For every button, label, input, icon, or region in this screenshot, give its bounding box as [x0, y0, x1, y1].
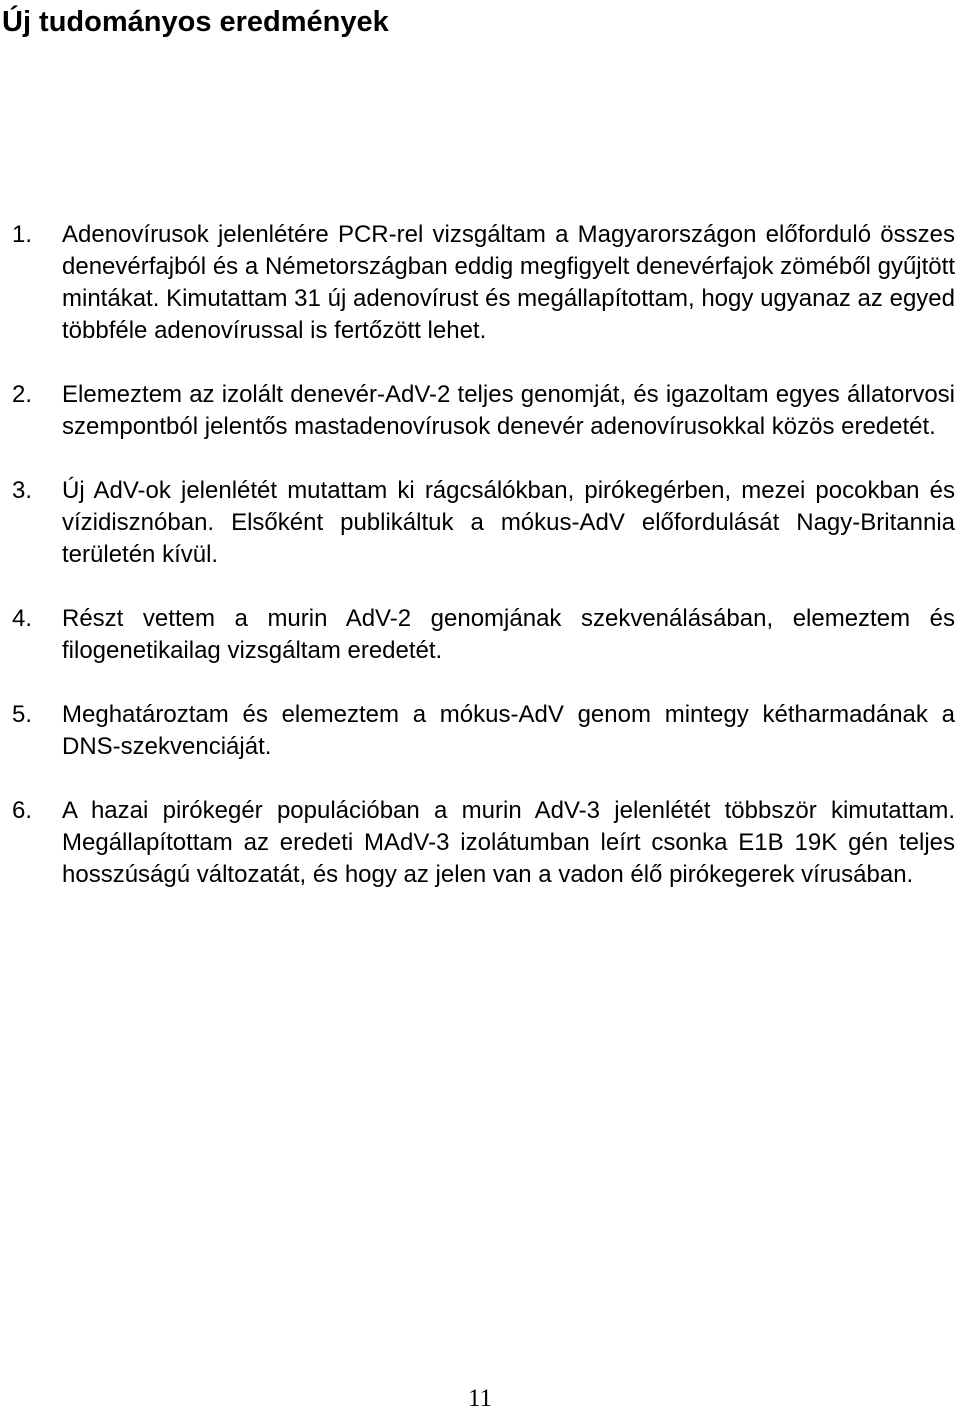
list-item — [0, 603, 960, 667]
list-item-text: Meghatároztam és elemeztem a mókus-AdV genom mintegy kétharmadának a DNS-szekvenciáját. — [62, 701, 955, 760]
results-list — [0, 219, 960, 923]
list-item — [0, 219, 960, 347]
list-item — [0, 699, 960, 763]
list-item — [0, 795, 960, 891]
list-item-number: 6. — [12, 797, 33, 824]
list-item-number: 1. — [12, 221, 33, 248]
page-number: 11 — [467, 1385, 493, 1412]
list-item-text: A hazai pirókegér populációban a murin AdV-3 jelenlétét többször kimutattam. Megállapítottam az eredeti MAdV-3 izolátumban leírt csonka E1B 19K gén teljes hosszúságú változatát, és hogy az jelen van a vadon élő pirókegerek vírusában. — [62, 797, 955, 888]
list-item-number: 3. — [12, 477, 33, 504]
list-item-text: Új AdV-ok jelenlétét mutattam ki rágcsálókban, pirókegérben, mezei pocokban és vízidisznóban. Elsőként publikáltuk a mókus-AdV előfordulását Nagy-Britannia területén kívül. — [62, 477, 955, 568]
list-item-text: Részt vettem a murin AdV-2 genomjának szekvenálásában, elemeztem és filogenetikailag vizsgáltam eredetét. — [62, 605, 955, 664]
list-item-number: 2. — [12, 381, 33, 408]
list-item-number: 5. — [12, 701, 33, 728]
page-title: Új tudományos eredmények — [2, 6, 389, 38]
list-item — [0, 475, 960, 571]
list-item-text: Elemeztem az izolált denevér-AdV-2 teljes genomját, és igazoltam egyes állatorvosi szempontból jelentős mastadenovírusok denevér adenovírusokkal közös eredetét. — [62, 381, 955, 440]
list-item-number: 4. — [12, 605, 33, 632]
list-item-text: Adenovírusok jelenlétére PCR-rel vizsgáltam a Magyarországon előforduló összes denevérfajból és a Németországban eddig megfigyelt denevérfajok zöméből gyűjtött mintákat. Kimutattam 31 új adenovírust és megállapítottam, hogy ugyanaz az egyed többféle adenovírussal is fertőzött lehet. — [62, 221, 955, 344]
list-item — [0, 379, 960, 443]
